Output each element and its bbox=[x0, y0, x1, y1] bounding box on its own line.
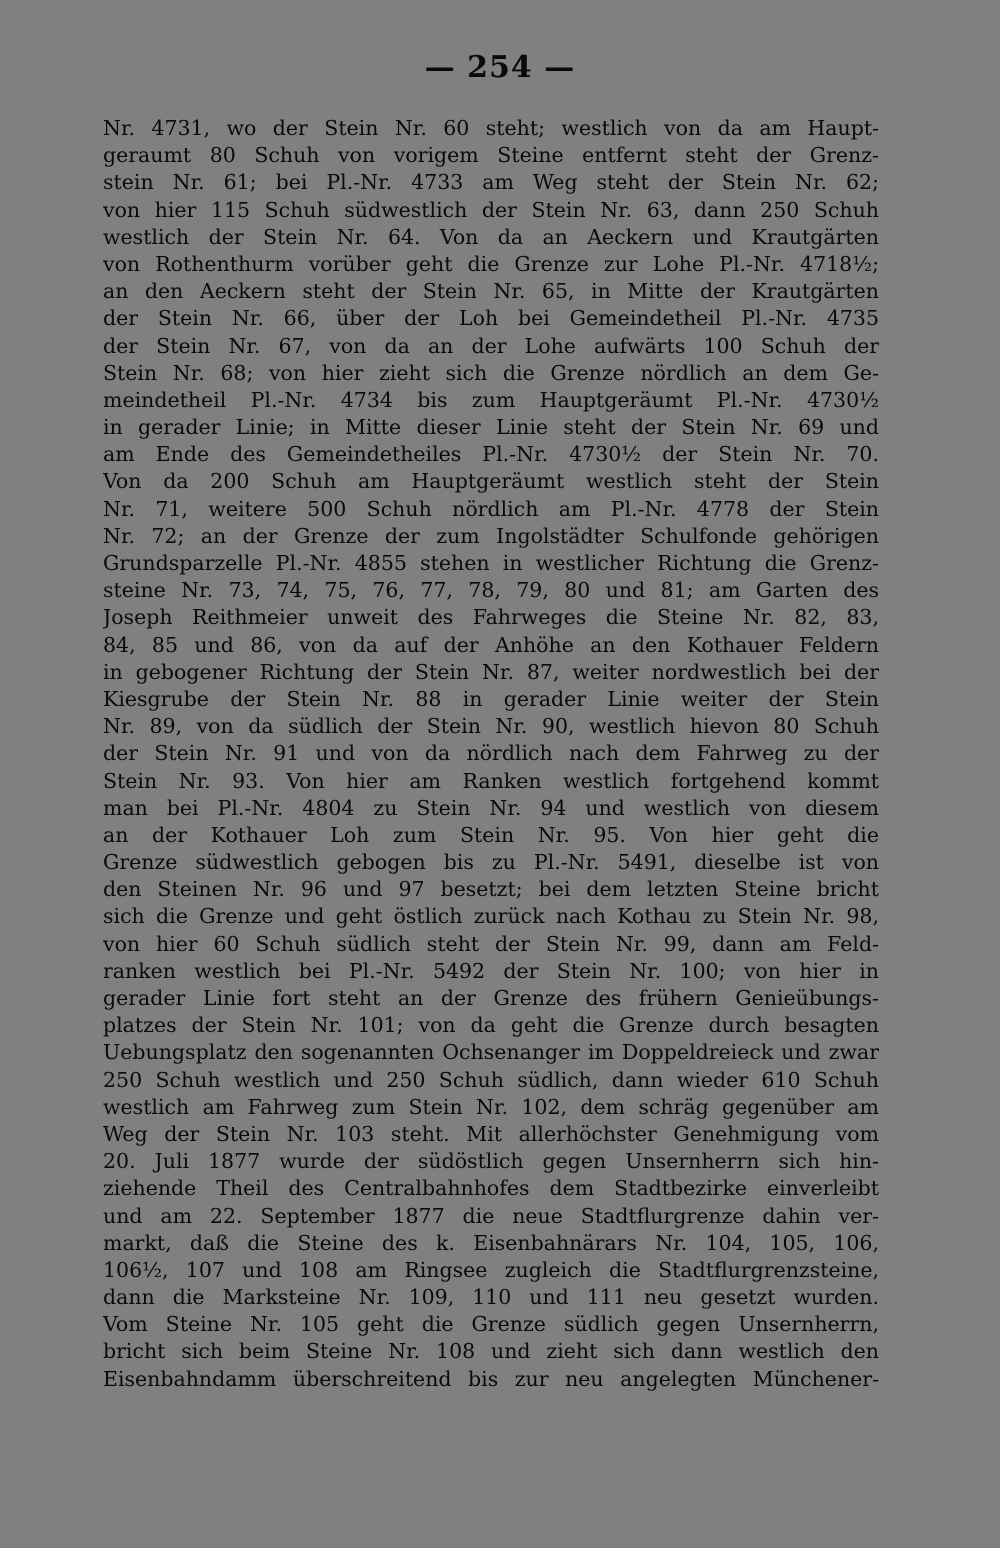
text-line: den Steinen Nr. 96 und 97 besetzt; bei dem letzten Steine bricht bbox=[103, 877, 879, 902]
text-line: Grenze südwestlich gebogen bis zu Pl.-Nr. 5491, dieselbe ist von bbox=[103, 850, 879, 875]
text-line: Joseph Reithmeier unweit des Fahrweges die Steine Nr. 82, 83, bbox=[103, 605, 879, 630]
text-line: Vom Steine Nr. 105 geht die Grenze südlich gegen Unsernherrn, bbox=[103, 1312, 879, 1337]
page-number: — 254 — bbox=[424, 50, 576, 85]
text-line: ranken westlich bei Pl.-Nr. 5492 der Stein Nr. 100; von hier in bbox=[103, 958, 879, 983]
text-line: Eisenbahndamm überschreitend bis zur neu angelegten Münchener- bbox=[103, 1366, 879, 1391]
text-line: und am 22. September 1877 die neue Stadtflurgrenze dahin ver- bbox=[103, 1203, 879, 1228]
text-line: ziehende Theil des Centralbahnhofes dem Stadtbezirke einverleibt bbox=[103, 1176, 879, 1201]
text-line: meindetheil Pl.-Nr. 4734 bis zum Hauptgeräumt Pl.-Nr. 4730½ bbox=[103, 387, 879, 412]
text-line: von Rothenthurm vorüber geht die Grenze zur Lohe Pl.-Nr. 4718½; bbox=[103, 251, 879, 276]
text-line: Nr. 89, von da südlich der Stein Nr. 90, westlich hievon 80 Schuh bbox=[103, 714, 879, 739]
text-line: 250 Schuh westlich und 250 Schuh südlich, dann wieder 610 Schuh bbox=[103, 1067, 879, 1092]
text-line: Uebungsplatz den sogenannten Ochsenanger im Doppeldreieck und zwar bbox=[103, 1040, 879, 1065]
text-line: markt, daß die Steine des k. Eisenbahnärars Nr. 104, 105, 106, bbox=[103, 1230, 879, 1255]
text-line: gerader Linie fort steht an der Grenze des frühern Genieübungs- bbox=[103, 986, 879, 1010]
text-line: man bei Pl.-Nr. 4804 zu Stein Nr. 94 und westlich von diesem bbox=[103, 795, 879, 820]
text-line: der Stein Nr. 67, von da an der Lohe aufwärts 100 Schuh der bbox=[103, 333, 879, 358]
text-line: an den Aeckern steht der Stein Nr. 65, in Mitte der Krautgärten bbox=[103, 279, 879, 304]
text-line: der Stein Nr. 91 und von da nördlich nach dem Fahrweg zu der bbox=[103, 741, 879, 766]
text-line: von hier 60 Schuh südlich steht der Stein Nr. 99, dann am Feld- bbox=[103, 931, 879, 956]
text-line: von hier 115 Schuh südwestlich der Stein Nr. 63, dann 250 Schuh bbox=[103, 197, 879, 222]
text-line: Grundsparzelle Pl.-Nr. 4855 stehen in westlicher Richtung die Grenz- bbox=[103, 551, 879, 575]
text-line: in gerader Linie; in Mitte dieser Linie steht der Stein Nr. 69 und bbox=[103, 415, 879, 440]
text-line: platzes der Stein Nr. 101; von da geht die Grenze durch besagten bbox=[103, 1013, 879, 1038]
text-line: steine Nr. 73, 74, 75, 76, 77, 78, 79, 80 und 81; am Garten des bbox=[103, 578, 879, 603]
text-line: 84, 85 und 86, von da auf der Anhöhe an den Kothauer Feldern bbox=[103, 632, 879, 657]
text-line: westlich der Stein Nr. 64. Von da an Aeckern und Krautgärten bbox=[103, 224, 879, 249]
text-line: Weg der Stein Nr. 103 steht. Mit allerhöchster Genehmigung vom bbox=[103, 1121, 879, 1146]
text-line: dann die Marksteine Nr. 109, 110 und 111 neu gesetzt wurden. bbox=[103, 1285, 879, 1310]
text-line: Stein Nr. 93. Von hier am Ranken westlich fortgehend kommt bbox=[103, 768, 879, 793]
text-line: bricht sich beim Steine Nr. 108 und zieht sich dann westlich den bbox=[103, 1339, 879, 1364]
text-line: westlich am Fahrweg zum Stein Nr. 102, dem schräg gegenüber am bbox=[103, 1094, 879, 1119]
text-line: der Stein Nr. 66, über der Loh bei Gemeindetheil Pl.-Nr. 4735 bbox=[103, 306, 879, 331]
text-line: in gebogener Richtung der Stein Nr. 87, weiter nordwestlich bei der bbox=[103, 659, 879, 684]
text-line: geraumt 80 Schuh von vorigem Steine entfernt steht der Grenz- bbox=[103, 143, 879, 168]
text-line: Stein Nr. 68; von hier zieht sich die Grenze nördlich an dem Ge- bbox=[103, 360, 879, 385]
text-line: stein Nr. 61; bei Pl.-Nr. 4733 am Weg steht der Stein Nr. 62; bbox=[103, 170, 879, 195]
text-line: Nr. 4731, wo der Stein Nr. 60 steht; westlich von da am Haupt- bbox=[103, 116, 879, 140]
text-line: sich die Grenze und geht östlich zurück nach Kothau zu Stein Nr. 98, bbox=[103, 904, 879, 929]
text-line: Kiesgrube der Stein Nr. 88 in gerader Linie weiter der Stein bbox=[103, 686, 879, 711]
text-line: Nr. 72; an der Grenze der zum Ingolstädter Schulfonde gehörigen bbox=[103, 523, 879, 548]
text-line: Von da 200 Schuh am Hauptgeräumt westlich steht der Stein bbox=[103, 469, 879, 494]
text-line: an der Kothauer Loh zum Stein Nr. 95. Von hier geht die bbox=[103, 822, 879, 847]
text-line: 20. Juli 1877 wurde der südöstlich gegen Unsernherrn sich hin- bbox=[103, 1149, 879, 1174]
text-line: Nr. 71, weitere 500 Schuh nördlich am Pl.-Nr. 4778 der Stein bbox=[103, 496, 879, 521]
body-text bbox=[103, 115, 879, 1393]
text-line: am Ende des Gemeindetheiles Pl.-Nr. 4730½ der Stein Nr. 70. bbox=[103, 442, 879, 467]
text-line: 106½, 107 und 108 am Ringsee zugleich die Stadtflurgrenzsteine, bbox=[103, 1257, 879, 1282]
